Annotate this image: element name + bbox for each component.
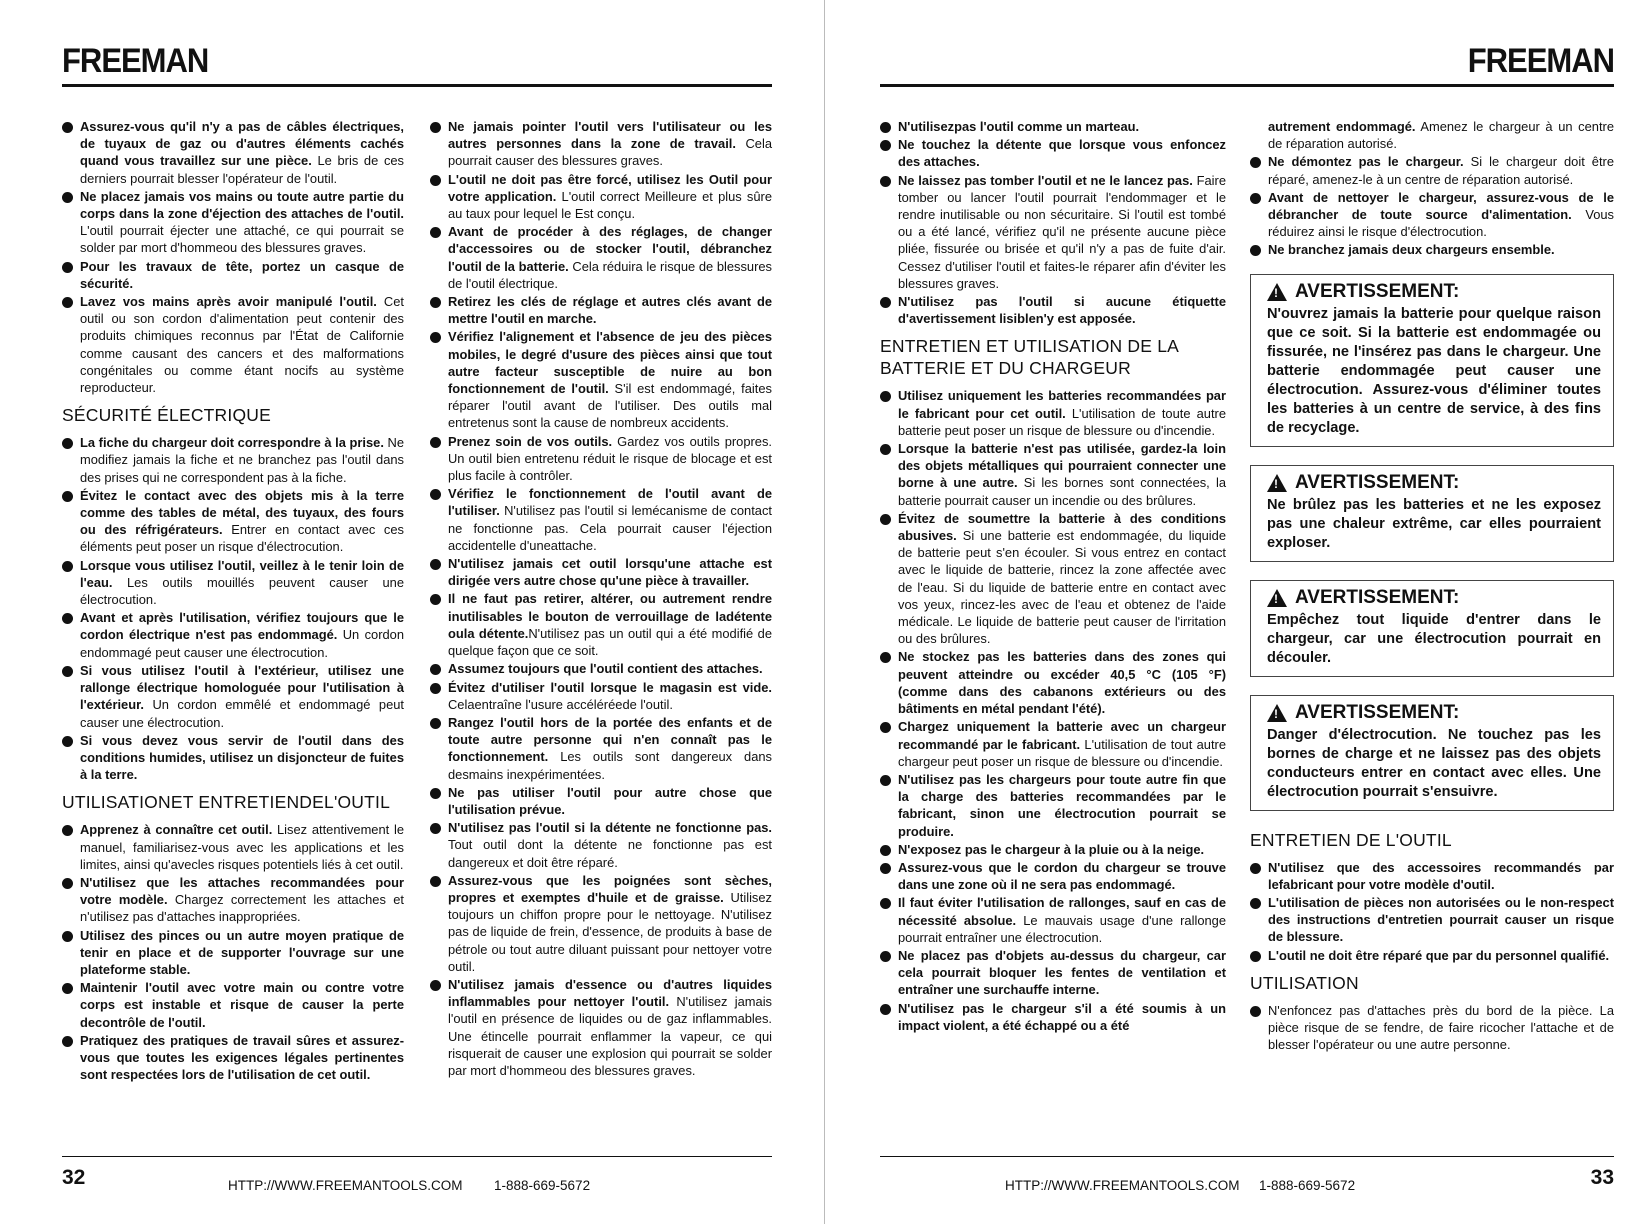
- bullet-text: S'il est endommagé, faites réparer l'outil avant de l'utiliser. Des outils mal entretenus sont la cause de nombreux accidents.: [448, 381, 772, 431]
- warning-title: [1267, 589, 1601, 607]
- bullet-bold-text: Avant de procéder à des réglages, de changer d'accessoires ou de stocker l'outil, débranchez l'outil de la batterie.: [448, 224, 772, 274]
- bullet-icon: [880, 652, 891, 663]
- bullet-bold-text: Pratiquez des pratiques de travail sûres et assurez-vous que toutes les exigences légales pertinentes sont respectées lors de l'utilisation de cet outil.: [80, 1032, 404, 1083]
- bullet-bold-text: Utilisez uniquement les batteries recommandées par le fabricant pour cet outil.: [898, 388, 1226, 421]
- bullet-icon: [430, 175, 441, 186]
- bullet-item: [62, 927, 404, 979]
- bullet-bold-text: Évitez le contact avec des objets mis à la terre comme des tables de métal, des tuyaux, des fours ou des réfrigérateurs.: [80, 487, 404, 538]
- bullet-text: Si une batterie est endommagée, du liquide de batterie peut s'en écouler. Si vous entrez en contact avec le liquide de batterie, rincez la zone affectée avec de l'eau. Si du liquide de batterie entre en contact avec vos yeux, rincez-les avec de l'eau et obtenez de l'aide médicale. Le liquide de batterie peut causer de l'irritation ou des brûlures.: [898, 528, 1226, 647]
- bullet-text: Les outils mouillés peuvent causer une électrocution.: [80, 574, 404, 608]
- bullet-item: [1250, 894, 1614, 946]
- bullet-list: [1250, 859, 1614, 964]
- bullet-list: [62, 434, 404, 783]
- bullet-text: L'utilisation de tout autre chargeur peut poser un risque de blessure ou d'incendie.: [898, 736, 1226, 769]
- bullet-bold-text: N'utilisez pas les chargeurs pour toute autre fin que la charge des batteries recommandées par le fabricant, sinon une électrocution pourrait se produire.: [898, 771, 1226, 839]
- bullet-item: [880, 136, 1226, 170]
- bullet-bold-text: Rangez l'outil hors de la portée des enfants et de toute autre personne qui n'en connaît pas le fonctionnement.: [448, 714, 772, 765]
- bullet-list: [430, 118, 772, 1079]
- bullet-bold-text: N'utilisez jamais cet outil lorsqu'une attache est dirigée vers autre chose qu'une pièce à travailler.: [448, 556, 772, 589]
- warning-title: [1267, 474, 1601, 492]
- bullet-item: [62, 821, 404, 873]
- bullet-text: L'outil pourrait éjecter une attaché, ce qui pourrait se solder par mort d'hommeou des blessures graves.: [80, 223, 404, 256]
- page-number: 32: [62, 1166, 86, 1189]
- bullet-item: [430, 784, 772, 818]
- bullet-icon: [880, 176, 891, 187]
- freeman-logo: FREEMAN: [1467, 40, 1614, 81]
- bullet-icon: [62, 262, 73, 273]
- bullet-icon: [62, 666, 73, 677]
- bullet-icon: [880, 845, 891, 856]
- bullet-list: [1250, 153, 1614, 258]
- right-col-2: [1250, 118, 1614, 1054]
- bullet-icon: [430, 718, 441, 729]
- bullet-text: Celaentraîne l'usure accéléréede l'outil.: [448, 696, 673, 712]
- bullet-item: [62, 188, 404, 257]
- bullet-item: [430, 171, 772, 223]
- bullet-bold-text: Ne démontez pas le chargeur.: [1268, 154, 1464, 170]
- bullet-text: N'utilisez pas l'outil si lemécanisme de contact ne fonctionne pas. Cela pourrait causer l'éjection accidentelle d'uneattache.: [448, 503, 772, 553]
- bullet-item: [62, 874, 404, 926]
- bullet-bold-text: Avant de nettoyer le chargeur, assurez-vous de le débrancher de toute source d'alimentation.: [1268, 189, 1614, 223]
- bullet-icon: [430, 332, 441, 343]
- bullet-icon: [880, 444, 891, 455]
- bullet-item: [880, 718, 1226, 770]
- bullet-icon: [62, 878, 73, 889]
- bullet-icon: [1250, 193, 1261, 204]
- bullet-bold-text: Ne stockez pas les batteries dans des zones qui peuvent atteindre ou excéder 40,5 °C (105 °F) (comme dans des cabanons extérieurs ou des bâtiments en métal pendant l'été).: [898, 649, 1226, 717]
- section-heading: UTILISATIONET ENTRETIENDEL'OUTIL: [62, 792, 391, 813]
- bullet-item: [880, 894, 1226, 946]
- bullet-icon: [1250, 951, 1261, 962]
- bullet-bold-text: Si vous devez vous servir de l'outil dans des conditions humides, utilisez un disjoncteur de fuites à la terre.: [80, 732, 404, 783]
- bullet-item: [430, 872, 772, 975]
- bullet-icon: [880, 775, 891, 786]
- warning-title-text: AVERTISSEMENT:: [1295, 281, 1460, 303]
- bullet-item: [62, 118, 404, 187]
- bullet-item: [880, 771, 1226, 840]
- bullet-item: [62, 979, 404, 1031]
- warning-title-text: AVERTISSEMENT:: [1295, 472, 1460, 494]
- bullet-text: L'outil correct Meilleure et plus sûre au taux pour lequel le Est conçu.: [448, 188, 772, 222]
- bullet-icon: [430, 227, 441, 238]
- bullet-icon: [880, 297, 891, 308]
- bullet-bold-text: N'utilisez jamais d'essence ou d'autres liquides inflammables pour nettoyer l'outil.: [448, 976, 772, 1010]
- bullet-item: [62, 434, 404, 486]
- bullet-item: [430, 293, 772, 327]
- bullet-bold-text: Apprenez à connaître cet outil.: [80, 822, 273, 838]
- bullet-icon: [1250, 157, 1261, 168]
- warning-box: [1250, 580, 1614, 677]
- bullet-icon: [1250, 863, 1261, 874]
- bullet-icon: [430, 823, 441, 834]
- bullet-bold-text: Si vous utilisez l'outil à l'extérieur, utilisez une rallonge électrique homologuée pour l'utilisation à l'extérieur.: [80, 662, 404, 713]
- bullet-icon: [62, 1036, 73, 1047]
- bullet-icon: [430, 437, 441, 448]
- bullet-text: Cela pourrait causer des blessures graves.: [448, 136, 772, 169]
- bullet-text: Gardez vos outils propres. Un outil bien entretenu réduit le risque de blocage et est plus facile à contrôler.: [448, 433, 773, 484]
- bullet-item: [1250, 859, 1614, 893]
- bullet-item: [880, 440, 1226, 509]
- bullet-bold-text: Assumez toujours que l'outil contient des attaches.: [448, 661, 763, 677]
- bullet-bold-text: Assurez-vous que le cordon du chargeur se trouve dans une zone où il ne sera pas endommagé.: [898, 859, 1226, 893]
- bullet-icon: [430, 559, 441, 570]
- bullet-bold-text: N'utilisez pas l'outil si la détente ne fonctionne pas.: [448, 820, 772, 836]
- bullet-item: [1250, 153, 1614, 187]
- bullet-bold-text: Avant et après l'utilisation, vérifiez toujours que le cordon électrique n'est pas endommagé.: [80, 610, 404, 643]
- bullet-icon: [430, 664, 441, 675]
- bullet-text: Vous réduirez ainsi le risque d'électrocution.: [1268, 207, 1614, 240]
- bullet-bold-text: L'utilisation de pièces non autorisées ou le non-respect des instructions d'entretien pourrait causer un risque de blessure.: [1268, 895, 1614, 945]
- bullet-text: Entrer en contact avec ces éléments peut poser un risque d'électrocution.: [80, 522, 404, 555]
- bullet-bold-text: L'outil ne doit pas être forcé, utilisez les Outil pour votre application.: [448, 171, 772, 204]
- bullet-text: Si les bornes sont connectées, la batterie pourrait causer un incendie ou des brûlures.: [898, 475, 1226, 508]
- bullet-item: [880, 859, 1226, 893]
- footer-url: HTTP://WWW.FREEMANTOOLS.COM: [1005, 1178, 1240, 1193]
- bullet-icon: [1250, 1006, 1261, 1017]
- bullet-item: [430, 433, 772, 485]
- bullet-item: [880, 118, 1226, 135]
- bullet-bold-text: Assurez-vous que les poignées sont sèches, propres et exemptes d'huile et de graisse.: [448, 872, 772, 905]
- bullet-icon: [62, 931, 73, 942]
- bullet-icon: [62, 122, 73, 133]
- bullet-text: N'utilisez pas un outil qui a été modifié de quelque façon que ce soit.: [448, 625, 772, 659]
- left-col-2: [430, 118, 772, 1080]
- bullet-bold-text: La fiche du chargeur doit correspondre à la prise.: [80, 435, 384, 451]
- warning-box: [1250, 465, 1614, 562]
- bullet-bold-text: N'utilisez que des accessoires recommandés par lefabricant pour votre modèle d'outil.: [1268, 859, 1614, 892]
- bullet-item: [880, 510, 1226, 648]
- bullet-item: [430, 328, 772, 431]
- bullet-list: [880, 118, 1226, 327]
- section-heading: SÉCURITÉ ÉLECTRIQUE: [62, 405, 271, 426]
- bullet-text: Si le chargeur doit être réparé, amenez-le à un centre de réparation autorisé.: [1268, 154, 1614, 187]
- warning-text: Ne brûlez pas les batteries et ne les exposez pas une chaleur extrême, car elles pourraient exploser.: [1267, 496, 1601, 551]
- bullet-item: [1250, 1002, 1614, 1054]
- warning-list: [1250, 274, 1614, 811]
- bullet-icon: [880, 722, 891, 733]
- warning-title: [1267, 704, 1601, 722]
- bullet-icon: [62, 561, 73, 572]
- bullet-icon: [62, 297, 73, 308]
- right-col-1: [880, 118, 1226, 1035]
- bullet-bold-text: Il faut éviter l'utilisation de rallonges, sauf en cas de nécessité absolue.: [898, 895, 1226, 928]
- bullet-icon: [430, 980, 441, 991]
- bullet-text: Chargez correctement les attaches et n'utilisez pas d'attaches inappropriées.: [80, 892, 404, 925]
- bullet-icon: [62, 438, 73, 449]
- bullet-bold-text: N'exposez pas le chargeur à la pluie ou à la neige.: [898, 841, 1205, 857]
- bullet-item: [880, 293, 1226, 327]
- warning-text: Empêchez tout liquide d'entrer dans le chargeur, car une électrocution pourrait en découler.: [1267, 611, 1601, 666]
- bullet-bold-text: Vérifiez l'alignement et l'absence de jeu des pièces mobiles, le degré d'usure des pièces ainsi que tout autre facteur susceptible de nuire au bon fonctionnement de l'outil.: [448, 329, 772, 397]
- continued-bold: autrement endommagé.: [1268, 119, 1416, 134]
- bullet-text: Tout outil dont la détente ne fonctionne pas est dangereux et doit être réparé.: [448, 837, 772, 870]
- bullet-item: [430, 223, 772, 292]
- bullet-bold-text: N'utilisez pas l'outil si aucune étiquette d'avertissement lisiblen'y est apposée.: [898, 294, 1226, 327]
- bullet-item: [1250, 241, 1614, 258]
- bullet-icon: [430, 297, 441, 308]
- page-number: 33: [1590, 1166, 1614, 1189]
- bullet-list: [1250, 1002, 1614, 1054]
- bullet-icon: [880, 1004, 891, 1015]
- bullet-list: [880, 387, 1226, 1034]
- bullet-item: [62, 487, 404, 556]
- bullet-item: [1250, 189, 1614, 241]
- bullet-item: [430, 714, 772, 783]
- bullet-bold-text: Lorsque la batterie n'est pas utilisée, gardez-la loin des objets métalliques qui pourraient connecter une borne à une autre.: [898, 441, 1226, 491]
- bullet-item: [880, 648, 1226, 717]
- bullet-bold-text: Lavez vos mains après avoir manipulé l'outil.: [80, 294, 377, 310]
- bullet-text: Cet outil ou son cordon d'alimentation peut contenir des produits chimiques reconnus par l'État de Californie comme causant des cancers et des malformations congénitales ou comme étant nocifs au système reproducteur.: [80, 294, 404, 396]
- bullet-text: Le mauvais usage d'une rallonge pourrait entraîner une électrocution.: [898, 912, 1226, 945]
- bullet-item: [880, 841, 1226, 858]
- freeman-logo: FREEMAN: [62, 40, 209, 81]
- bullet-item: [430, 485, 772, 554]
- bullet-icon: [62, 491, 73, 502]
- warning-title-text: AVERTISSEMENT:: [1295, 702, 1460, 724]
- bullet-bold-text: Maintenir l'outil avec votre main ou contre votre corps est instable et risque de causer la perte decontrôle de l'outil.: [80, 980, 404, 1030]
- warning-triangle-icon: [1267, 589, 1287, 607]
- bullet-bold-text: Vérifiez le fonctionnement de l'outil avant de l'utiliser.: [448, 486, 772, 519]
- bullet-icon: [880, 140, 891, 151]
- bullet-item: [880, 947, 1226, 999]
- warning-title-text: AVERTISSEMENT:: [1295, 587, 1460, 609]
- bullet-text: N'utilisez jamais l'outil en présence de liquides ou de gaz inflammables. Une étincelle pourrait enflammer la vapeur, ce qui risquerait de causer une explosion qui pourrait se solder par mort d'hommeou des blessures graves.: [448, 994, 773, 1078]
- left-col-1: [62, 118, 404, 1084]
- bullet-icon: [880, 898, 891, 909]
- warning-box: [1250, 695, 1614, 811]
- warning-text: N'ouvrez jamais la batterie pour quelque raison que ce soit. Si la batterie est endommagée ou fissurée, ne l'insérez pas dans le chargeur. Une batterie endommagée peut causer une électrocution. Assurez-vous d'éliminer toutes les batteries à un centre de service, à des fins de recyclage.: [1267, 305, 1601, 436]
- footer-rule: [880, 1156, 1614, 1157]
- bullet-icon: [430, 876, 441, 887]
- bullet-icon: [430, 683, 441, 694]
- bullet-list: [62, 821, 404, 1083]
- warning-triangle-icon: [1267, 474, 1287, 492]
- bullet-item: [430, 118, 772, 170]
- bullet-bold-text: Évitez de soumettre la batterie à des conditions abusives.: [898, 510, 1226, 544]
- bullet-bold-text: Il ne faut pas retirer, altérer, ou autrement rendre inutilisables le bouton de verrouillage de ladétente oula détente.: [448, 591, 772, 641]
- bullet-bold-text: Retirez les clés de réglage et autres clés avant de mettre l'outil en marche.: [448, 294, 772, 327]
- bullet-icon: [430, 122, 441, 133]
- bullet-bold-text: Prenez soin de vos outils.: [448, 433, 613, 449]
- bullet-item: [430, 819, 772, 871]
- bullet-text: Lisez attentivement le manuel, familiarisez-vous avec les applications et les limites, ainsi qu'avecles risques potentiels liés à cet outil.: [80, 822, 404, 872]
- bullet-item: [62, 732, 404, 784]
- bullet-bold-text: Ne touchez la détente que lorsque vous enfoncez des attaches.: [898, 137, 1226, 170]
- bullet-text: Un cordon emmêlé et endommagé peut causer une électrocution.: [80, 697, 404, 730]
- bullet-text: Le bris de ces derniers pourrait blesser l'opérateur de l'outil.: [80, 153, 404, 186]
- footer-phone: 1-888-669-5672: [1259, 1178, 1356, 1193]
- bullet-bold-text: Chargez uniquement la batterie avec un chargeur recommandé par le fabricant.: [898, 719, 1226, 752]
- bullet-item: [430, 590, 772, 659]
- bullet-text: Utilisez toujours un chiffon propre pour le nettoyage. N'utilisez pas de liquide de frein, d'essence, de produits à base de pétrole ou tout autre diluant puissant pour nettoyer votre outil.: [448, 889, 772, 974]
- bullet-item: [880, 387, 1226, 439]
- bullet-bold-text: N'utilisez pas le chargeur s'il a été soumis à un impact violent, a été échappé ou a été: [898, 1000, 1226, 1033]
- right-page: [825, 0, 1650, 1224]
- bullet-text: Un cordon endommagé peut causer une électrocution.: [80, 627, 404, 660]
- section-heading: UTILISATION: [1250, 972, 1359, 993]
- bullet-bold-text: Ne placez jamais vos mains ou toute autre partie du corps dans la zone d'éjection des attaches de l'outil.: [80, 188, 404, 222]
- bullet-item: [62, 258, 404, 292]
- bullet-icon: [62, 983, 73, 994]
- bullet-text: L'utilisation de toute autre batterie peut poser un risque de blessure ou d'incendie.: [898, 405, 1227, 438]
- bullet-bold-text: Lorsque vous utilisez l'outil, veillez à le tenir loin de l'eau.: [80, 557, 404, 590]
- warning-triangle-icon: [1267, 704, 1287, 722]
- bullet-item: [62, 293, 404, 396]
- bullet-item: [1250, 947, 1614, 964]
- bullet-bold-text: Ne jamais pointer l'outil vers l'utilisateur ou les autres personnes dans la zone de travail.: [448, 119, 772, 152]
- bullet-icon: [880, 391, 891, 402]
- bullet-icon: [880, 122, 891, 133]
- bullet-icon: [430, 489, 441, 500]
- bullet-bold-text: Évitez d'utiliser l'outil lorsque le magasin est vide.: [448, 679, 772, 695]
- section-heading: ENTRETIEN ET UTILISATION DE LA BATTERIE ET DU CHARGEUR: [880, 336, 1179, 379]
- bullet-bold-text: Pour les travaux de tête, portez un casque de sécurité.: [80, 258, 404, 291]
- continued-text: Amenez le chargeur à un centre de réparation autorisé.: [1268, 119, 1614, 152]
- warning-box: [1250, 274, 1614, 447]
- bullet-icon: [430, 788, 441, 799]
- bullet-icon: [1250, 898, 1261, 909]
- footer-url: HTTP://WWW.FREEMANTOOLS.COM: [228, 1178, 463, 1193]
- bullet-item: [62, 609, 404, 661]
- bullet-list: [62, 118, 404, 396]
- continued-item: [1250, 118, 1614, 152]
- bullet-text: Les outils sont dangereux dans desmains inexpérimentées.: [448, 749, 772, 782]
- bullet-item: [430, 555, 772, 589]
- warning-text: Danger d'électrocution. Ne touchez pas les bornes de charge et ne laissez pas des objets conducteurs entrer en contact avec elles. Une électrocution pourrait s'ensuivre.: [1267, 726, 1601, 800]
- bullet-bold-text: L'outil ne doit être réparé que par du personnel qualifié.: [1268, 947, 1610, 963]
- warning-title: [1267, 283, 1601, 301]
- header-rule: [62, 84, 772, 87]
- bullet-bold-text: Assurez-vous qu'il n'y a pas de câbles électriques, de tuyaux de gaz ou d'autres éléments cachés quand vous travaillez sur une pièce.: [80, 119, 404, 169]
- bullet-item: [880, 1000, 1226, 1034]
- bullet-text: Cela réduira le risque de blessures de l'outil électrique.: [448, 258, 772, 291]
- bullet-icon: [880, 951, 891, 962]
- bullet-item: [430, 679, 772, 713]
- bullet-bold-text: N'utilisez que les attaches recommandées pour votre modèle.: [80, 874, 404, 908]
- bullet-icon: [62, 613, 73, 624]
- bullet-icon: [430, 594, 441, 605]
- bullet-text: Ne modifiez jamais la fiche et ne branchez pas l'outil dans des prises qui ne correspondent pas à la fiche.: [80, 435, 404, 485]
- warning-triangle-icon: [1267, 283, 1287, 301]
- bullet-bold-text: N'utilisezpas l'outil comme un marteau.: [898, 119, 1140, 134]
- header-rule: [880, 84, 1614, 87]
- bullet-item: [430, 976, 772, 1079]
- bullet-bold-text: Ne branchez jamais deux chargeurs ensemble.: [1268, 242, 1555, 258]
- footer-rule: [62, 1156, 772, 1157]
- bullet-item: [430, 660, 772, 677]
- section-heading: ENTRETIEN DE L'OUTIL: [1250, 829, 1452, 850]
- bullet-icon: [62, 825, 73, 836]
- bullet-bold-text: Ne laissez pas tomber l'outil et ne le lancez pas.: [898, 172, 1193, 188]
- bullet-bold-text: Utilisez des pinces ou un autre moyen pratique de tenir en place et de supporter l'ouvrage sur une plateforme stable.: [80, 927, 404, 977]
- bullet-text: N'enfoncez pas d'attaches près du bord de la pièce. La pièce risque de se fendre, de faire ricocher l'attache et de blesser l'opérateur ou une autre personne.: [1268, 1002, 1614, 1053]
- bullet-text: Faire tomber ou lancer l'outil pourrait l'endommager et le rendre inutilisable ou non sécuritaire. Si l'outil est tombé ou a été lancé, vérifiez qu'il ne présente aucune pièce pliée, fissurée ou brisée et qu'il n'y a pas de fuite d'air. Cessez d'utiliser l'outil et faites-le réparer afin d'éviter les blessures graves.: [898, 172, 1226, 291]
- bullet-icon: [1250, 245, 1261, 256]
- bullet-icon: [62, 192, 73, 203]
- bullet-item: [62, 662, 404, 731]
- footer-phone: 1-888-669-5672: [494, 1178, 591, 1193]
- bullet-item: [62, 1032, 404, 1084]
- bullet-item: [62, 557, 404, 609]
- bullet-item: [880, 172, 1226, 292]
- bullet-icon: [62, 736, 73, 747]
- bullet-icon: [880, 514, 891, 525]
- bullet-bold-text: Ne placez pas d'objets au-dessus du chargeur, car cela pourrait bloquer les fentes de ventilation et entraîner une surchauffe interne.: [898, 947, 1226, 998]
- bullet-bold-text: Ne pas utiliser l'outil pour autre chose que l'utilisation prévue.: [448, 784, 772, 817]
- bullet-icon: [880, 863, 891, 874]
